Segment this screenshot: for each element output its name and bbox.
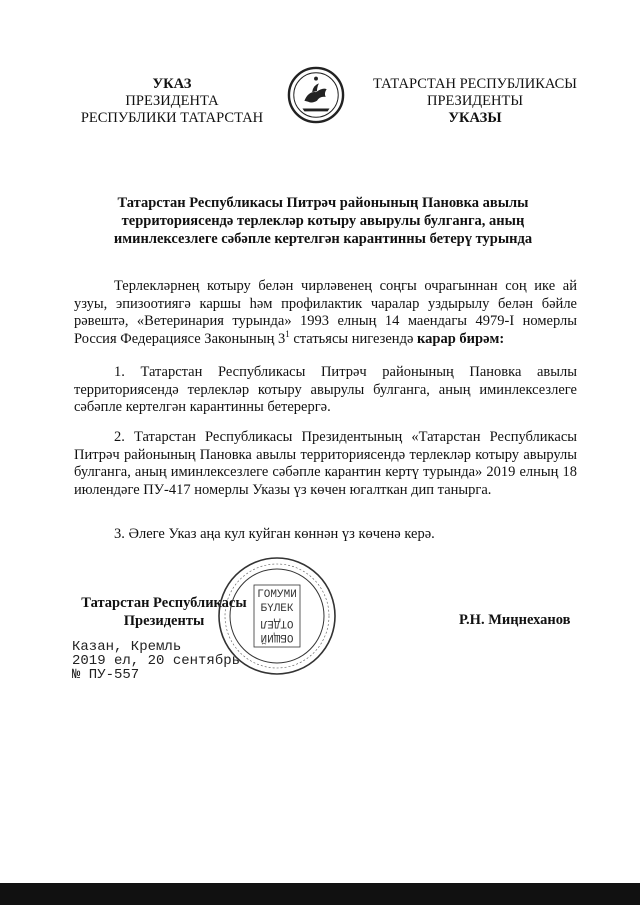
decree-phrase: карар бирәм: [417,330,505,347]
header-left-line3: РЕСПУБЛИКИ ТАТАРСТАН [80,110,264,126]
stamp-line1: ГОМУМИ [257,589,297,601]
header-right-line2: ПРЕЗИДЕНТЫ [426,93,524,109]
signature-title-line1: Татарстан Республикасы [81,595,247,611]
preamble-text: Терлекләрнең котыру белән чирләвенең соңгы очрагыннан соң ике ай узуы, эпизоотиягә каршы һәм профилактик чаралар уздырылу белән бәйле рәвештә, «Ветеринария турында» 1993 елның 14 маендагы 4979-I номерлы Россия Федерациясе Законының 3 [74,278,577,347]
title-line3: иминлексезлеге сәбәпле кертелгән карантинны бетерү турында [113,231,533,247]
clause-1 [74,364,577,417]
tatarstan-emblem-icon [287,66,345,124]
meta-place: Казан, Кремль [72,639,182,655]
stamp-line3: ОБЩИЙ [260,631,294,643]
preamble-superscript: 1 [285,328,290,339]
header-right [368,76,582,127]
meta-number: № ПУ-557 [72,667,140,683]
signature-title-line2: Президенты [123,613,205,629]
header-left-line2: ПРЕЗИДЕНТА [125,93,219,109]
signatory-name: Р.Н. Миңнеханов [459,612,571,628]
clause-1-text: 1. Татарстан Республикасы Питрәч районының Пановка авылы территориясендә терлекләр котыру авырулы булганга, аның иминлексезлеге сәбәпле кертелгән карантинны бетерергә. [74,364,577,415]
header-left-line1: УКАЗ [152,76,192,92]
document-meta [72,640,240,682]
scan-bottom-border [0,883,640,905]
clause-3 [74,526,577,544]
meta-date: 2019 ел, 20 сентябрь [72,653,241,669]
title-line1: Татарстан Республикасы Питрәч районының Пановка авылы [117,195,529,211]
clause-3-text: 3. Әлеге Указ аңа кул куйган көннән үз көченә керә. [114,526,435,542]
document-title [80,194,566,248]
clause-2 [74,429,577,499]
title-line2: территориясендә терлекләр котыру авырулы булганга, аның [121,213,525,229]
stamp-line4: ОТДЕЛ [260,617,294,629]
header-right-line3: УКАЗЫ [448,110,502,126]
header-left [74,76,270,127]
clause-2-text: 2. Татарстан Республикасы Президентының «Татарстан Республикасы Питрәч районының Пановка авылы территориясендә терлекләр котыру авырулы булганга, аның иминлексезлеге сәбәпле карантин кертү турында» 2019 елның 18 июлендәге ПУ-417 номерлы Указы үз көчен югалткан дип таныргa. [74,429,577,498]
preamble-paragraph [74,278,577,348]
stamp-line2: БҮЛЕК [260,603,294,615]
preamble-tail: статьясы нигезендә [289,330,418,347]
header-right-line1: ТАТАРСТАН РЕСПУБЛИКАСЫ [373,76,577,92]
